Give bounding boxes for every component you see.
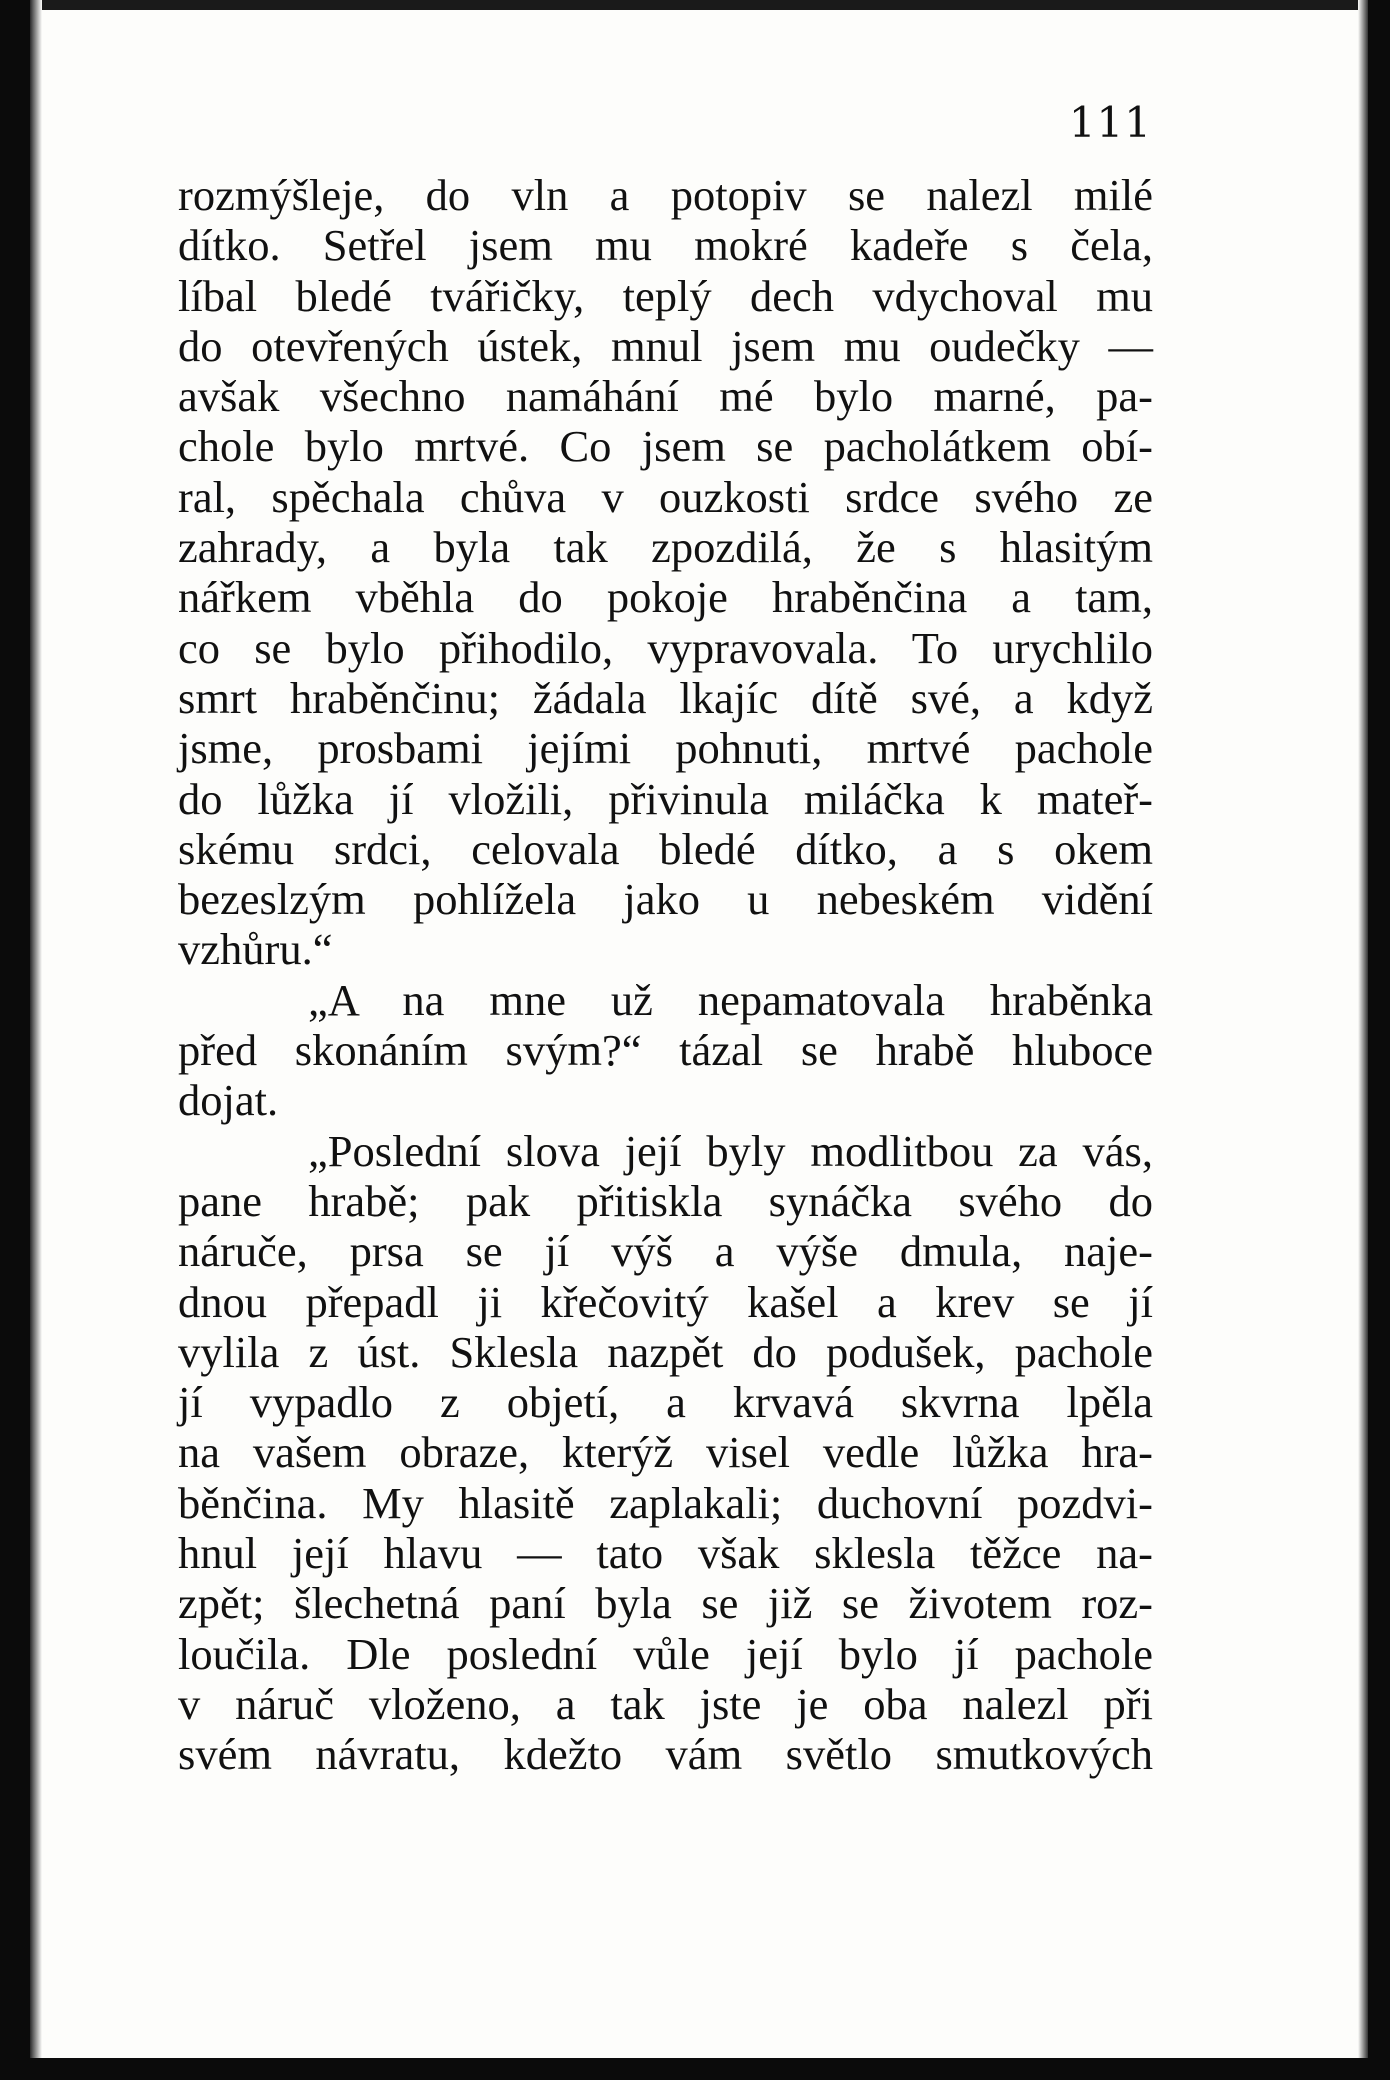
scan-edge-top	[0, 0, 1390, 10]
text-line: loučila. Dle poslední vůle její bylo jí pachole	[178, 1628, 1153, 1679]
scan-shadow-right	[1358, 0, 1368, 2080]
scan-edge-right	[1368, 0, 1390, 2080]
text-line: skému srdci, celovala bledé dítko, a s okem	[178, 823, 1153, 874]
text-line: dnou přepadl ji křečovitý kašel a krev se jí	[178, 1276, 1153, 1327]
text-line: chole bylo mrtvé. Co jsem se pacholátkem obí-	[178, 421, 1153, 472]
text-line: „A na mne už nepamatovala hraběnka	[308, 974, 1153, 1025]
text-line: líbal bledé tvářičky, teplý dech vdychoval mu	[178, 270, 1153, 321]
text-line: svém návratu, kdežto vám světlo smutkových	[178, 1729, 1153, 1780]
text-line: v náruč vloženo, a tak jste je oba nalezl při	[178, 1678, 1153, 1729]
text-line: do otevřených ústek, mnul jsem mu oudečky —	[178, 320, 1153, 371]
text-line: hnul její hlavu — tato však sklesla těžce na-	[178, 1528, 1153, 1579]
text-line: bezeslzým pohlížela jako u nebeském vidění	[178, 874, 1153, 925]
text-line: jí vypadlo z objetí, a krvavá skvrna lpěla	[178, 1377, 1153, 1428]
page-number: 111	[1068, 98, 1152, 147]
text-line: zpět; šlechetná paní byla se již se životem roz-	[178, 1578, 1153, 1629]
text-line: smrt hraběnčinu; žádala lkajíc dítě své, a když	[178, 672, 1153, 723]
text-line: vylila z úst. Sklesla nazpět do podušek, pachole	[178, 1326, 1153, 1377]
scan-edge-left	[0, 0, 30, 2080]
text-line: dojat.	[178, 1075, 279, 1126]
scan-edge-bottom	[0, 2058, 1390, 2080]
body-text	[178, 170, 1153, 1780]
text-line: před skonáním svým?“ tázal se hrabě hluboce	[178, 1025, 1153, 1076]
text-line: náruče, prsa se jí výš a výše dmula, naje-	[178, 1226, 1153, 1277]
text-line: rozmýšleje, do vln a potopiv se nalezl milé	[178, 170, 1153, 220]
text-line: nářkem vběhla do pokoje hraběnčina a tam,	[178, 572, 1153, 623]
text-line: avšak všechno namáhání mé bylo marné, pa-	[178, 371, 1153, 422]
text-line: vzhůru.“	[178, 924, 333, 975]
text-line: jsme, prosbami jejími pohnuti, mrtvé pachole	[178, 723, 1153, 774]
text-line: dítko. Setřel jsem mu mokré kadeře s čela,	[178, 220, 1153, 271]
text-line: zahrady, a byla tak zpozdilá, že s hlasitým	[178, 522, 1153, 573]
text-line: do lůžka jí vložili, přivinula miláčka k mateř-	[178, 773, 1153, 824]
text-line: „Poslední slova její byly modlitbou za vás,	[308, 1125, 1153, 1176]
text-line: ral, spěchala chůva v ouzkosti srdce svého ze	[178, 471, 1153, 522]
scan-shadow-left	[30, 0, 42, 2080]
text-line: pane hrabě; pak přitiskla synáčka svého do	[178, 1175, 1153, 1226]
text-line: na vašem obraze, kterýž visel vedle lůžka hra-	[178, 1427, 1153, 1478]
text-line: co se bylo přihodilo, vypravovala. To urychlilo	[178, 622, 1153, 673]
text-line: běnčina. My hlasitě zaplakali; duchovní pozdvi-	[178, 1477, 1153, 1528]
